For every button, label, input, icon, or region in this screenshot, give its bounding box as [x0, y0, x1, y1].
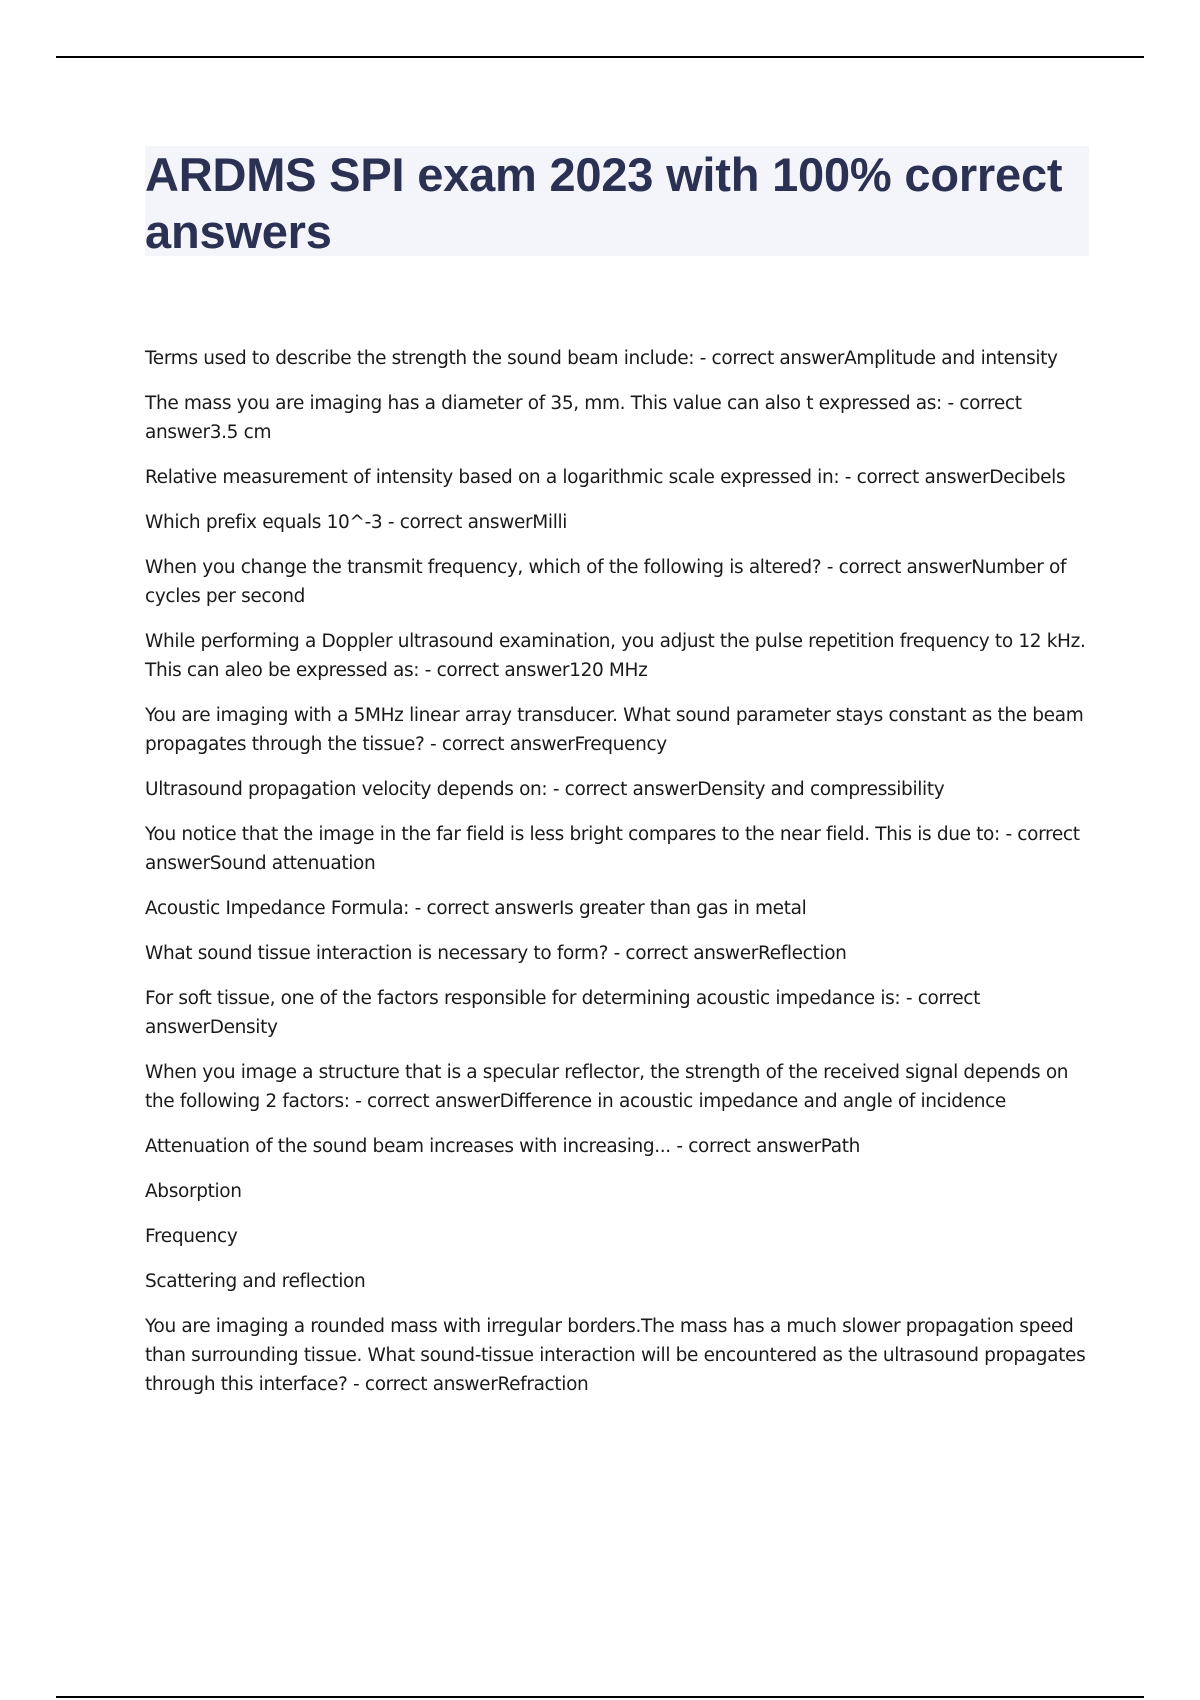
qa-item: You notice that the image in the far field is less bright compares to the near field. This is due to: - correct answerSound attenuation [145, 824, 1080, 874]
bottom-rule [56, 1696, 1144, 1698]
qa-item: Which prefix equals 10^-3 - correct answerMilli [145, 512, 568, 533]
qa-item: You are imaging with a 5MHz linear array transducer. What sound parameter stays constant as the beam propagates through the tissue? - correct answerFrequency [145, 705, 1084, 755]
qa-item: Attenuation of the sound beam increases with increasing... - correct answerPath [145, 1136, 861, 1157]
title-block [145, 146, 1089, 256]
qa-item: For soft tissue, one of the factors responsible for determining acoustic impedance is: - correct answerDensity [145, 988, 981, 1038]
qa-item: You are imaging a rounded mass with irregular borders.The mass has a much slower propagation speed than surrounding tissue. What sound-tissue interaction will be encountered as the ultrasound propagates through this interface? - correct answerRefraction [145, 1316, 1086, 1395]
qa-item: The mass you are imaging has a diameter of 35, mm. This value can also t expressed as: - correct answer3.5 cm [145, 393, 1022, 443]
question-answer-list [145, 344, 1090, 1415]
qa-item: Terms used to describe the strength the sound beam include: - correct answerAmplitude and intensity [145, 348, 1058, 369]
qa-item: When you image a structure that is a specular reflector, the strength of the received signal depends on the following 2 factors: - correct answerDifference in acoustic impedance and angle of incidence [145, 1062, 1069, 1112]
document-title: ARDMS SPI exam 2023 with 100% correct answers [145, 148, 1063, 258]
qa-item: Relative measurement of intensity based on a logarithmic scale expressed in: - correct answerDecibels [145, 467, 1066, 488]
qa-item: Frequency [145, 1226, 238, 1247]
qa-item: Absorption [145, 1181, 242, 1202]
qa-item: What sound tissue interaction is necessary to form? - correct answerReflection [145, 943, 847, 964]
qa-item: Ultrasound propagation velocity depends on: - correct answerDensity and compressibility [145, 779, 945, 800]
top-rule [56, 56, 1144, 58]
qa-item: Acoustic Impedance Formula: - correct answerIs greater than gas in metal [145, 898, 807, 919]
qa-item: Scattering and reflection [145, 1271, 366, 1292]
qa-item: While performing a Doppler ultrasound examination, you adjust the pulse repetition frequency to 12 kHz. This can aleo be expressed as: - correct answer120 MHz [145, 631, 1086, 681]
qa-item: When you change the transmit frequency, which of the following is altered? - correct answerNumber of cycles per second [145, 557, 1067, 607]
